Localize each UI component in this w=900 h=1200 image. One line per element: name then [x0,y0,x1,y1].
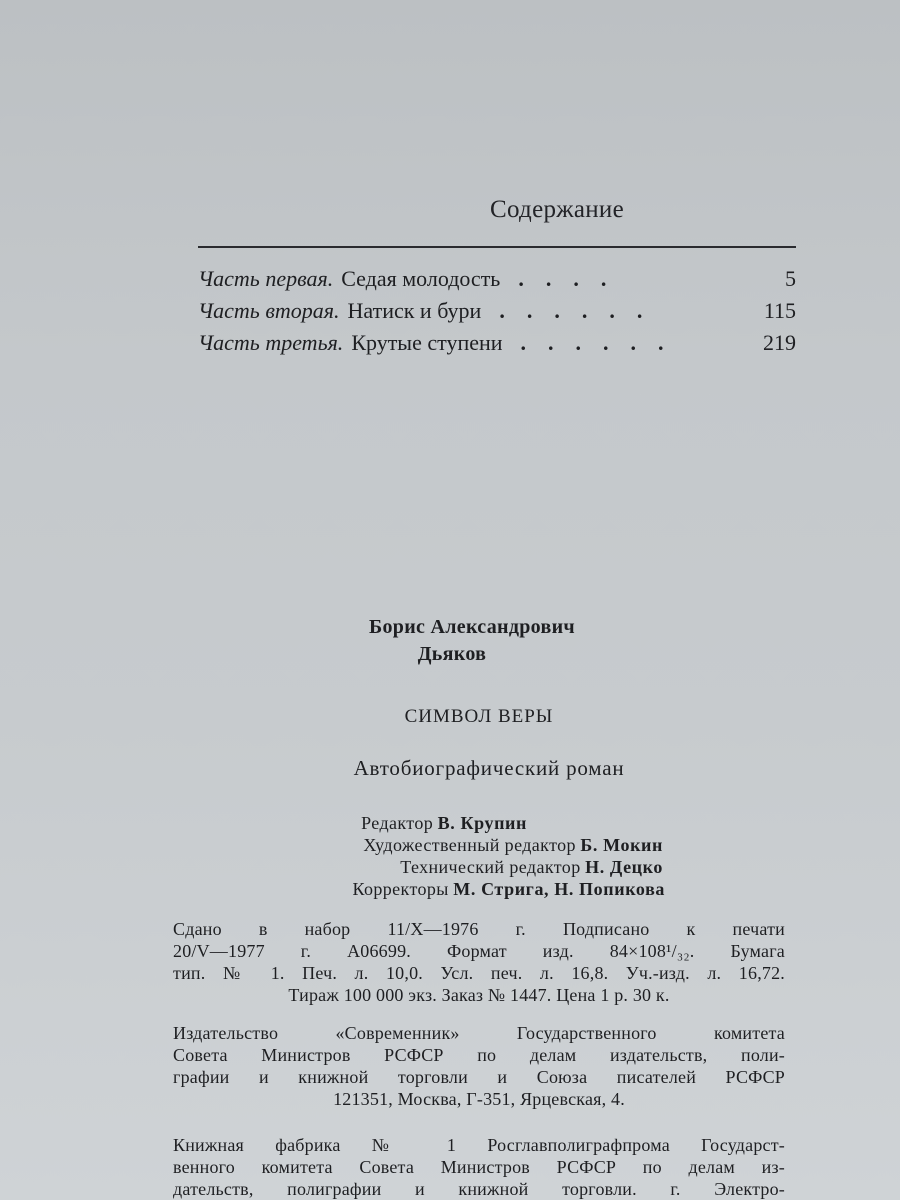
contents-rule [198,246,796,248]
credit-proofreaders [0,878,900,900]
print-data-line: тип. № 1. Печ. л. 10,0. Усл. печ. л. 16,8. Уч.-изд. л. 16,72. [173,963,785,983]
entry-part: Часть первая. [198,266,334,291]
entry-page-number: 115 [763,298,796,323]
credit-person: М. Стрига, Н. Попикова [453,879,665,899]
credits-block [0,812,900,900]
entry-title: Крутые ступени [351,330,503,355]
printing-house-line: дательств, полиграфии и книжной торговли. г. Электро- [173,1179,785,1199]
print-data-line: Сдано в набор 11/X—1976 г. Подписано к печати [173,919,785,939]
credit-role: Редактор [361,813,434,833]
book-genre: Автобиографический роман [353,756,625,780]
contents-entry [198,298,796,330]
credit-editor [0,812,900,834]
printing-house-line: венного комитета Совета Министров РСФСР по делам из- [173,1157,785,1177]
contents-heading: Содержание [490,196,624,223]
publisher-line: 121351, Москва, Г-351, Ярцевская, 4. [333,1089,625,1109]
author-surname: Дьяков [417,643,487,665]
entry-page-number: 219 [763,330,796,355]
printing-house-paragraph [173,1134,785,1200]
publisher-line: Совета Министров РСФСР по делам издательств, поли- [173,1045,785,1065]
credit-person: Н. Децко [585,857,663,877]
print-data-line: 20/V—1977 г. А06699. Формат изд. 84×108¹/₃₂. Бумага [173,941,785,961]
credit-role: Корректоры [352,879,449,899]
print-data-paragraph [173,918,785,1006]
publisher-line: Издательство «Современник» Государственного комитета [173,1023,785,1043]
entry-part: Часть третья. [198,330,344,355]
credit-person: Б. Мокин [580,835,663,855]
publisher-paragraph [173,1022,785,1110]
entry-page-number: 5 [785,266,796,291]
contents-entry [198,266,796,298]
contents-entry [198,330,796,362]
credit-role: Технический редактор [400,857,581,877]
book-title: СИМВОЛ ВЕРЫ [404,706,554,727]
print-data-line: Тираж 100 000 экз. Заказ № 1447. Цена 1 р. 30 к. [288,985,670,1005]
credit-art-editor [0,834,900,856]
entry-leader-dots: .... [518,266,629,291]
credit-tech-editor [0,856,900,878]
entry-leader-dots: ...... [520,330,686,355]
author-first-names: Борис Александрович [368,616,575,638]
publisher-line: графии и книжной торговли и Союза писателей РСФСР [173,1067,785,1087]
entry-part: Часть вторая. [198,298,340,323]
entry-leader-dots: ...... [499,298,665,323]
entry-title: Натиск и бури [347,298,482,323]
printing-house-line: Книжная фабрика № 1 Росглавполиграфпрома Государст- [173,1135,785,1155]
credit-person: В. Крупин [437,813,527,833]
entry-title: Седая молодость [341,266,501,291]
credit-role: Художественный редактор [363,835,576,855]
author-name [0,614,900,668]
contents-list [198,266,796,362]
